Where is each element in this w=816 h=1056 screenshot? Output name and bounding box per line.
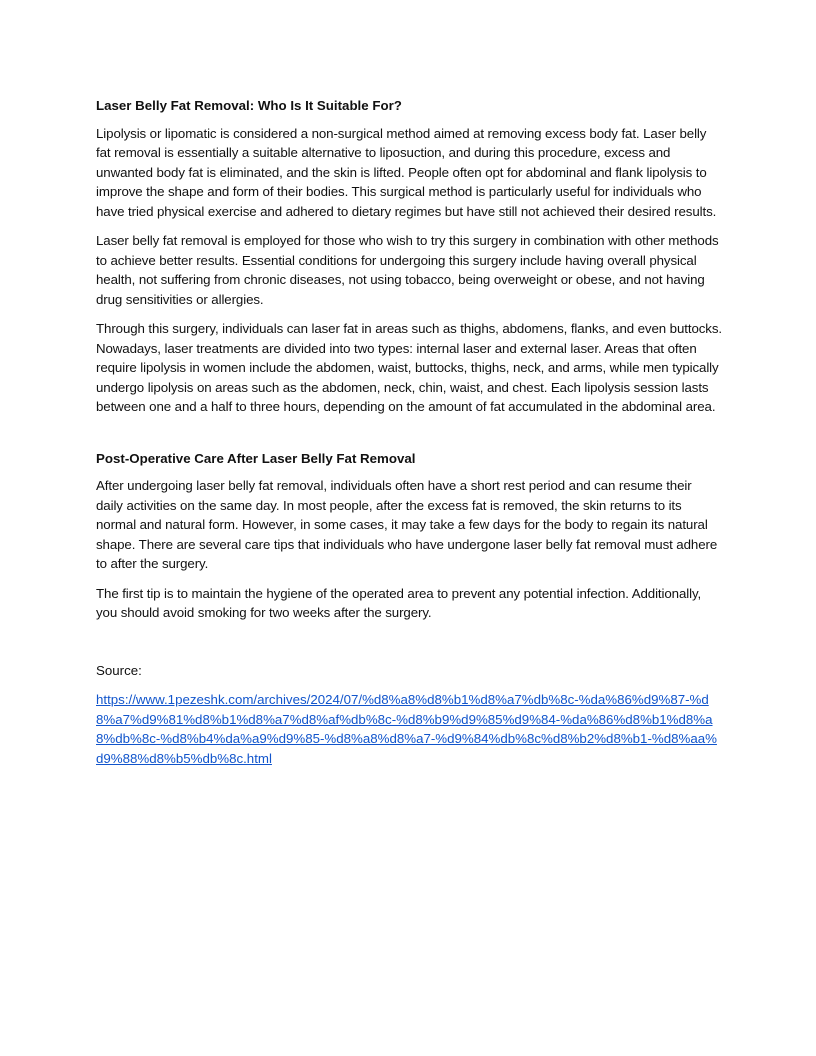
paragraph-care-tips: The first tip is to maintain the hygiene of the operated area to prevent any potential infection. Additionally, you should avoid smoking for two weeks after the surgery. [96,585,702,620]
source-label: Source: [96,662,142,678]
paragraph-treatment-areas: Through this surgery, individuals can laser fat in areas such as thighs, abdomens, flanks, and even buttocks. Nowadays, laser treatments are divided into two types: internal laser and external laser. Areas that often require lipolysis in women include the abdomen, waist, buttocks, thighs, neck, and arms, while men typically undergo lipolysis on areas such as the abdomen, neck, chin, waist, and chest. Each lipolysis session lasts between one and a half to three hours, depending on the amount of fat accumulated in the abdominal area. [96,321,722,414]
paragraph-lipolysis-intro: Lipolysis or lipomatic is considered a non-surgical method aimed at removing excess body fat. Laser belly fat removal is essentially a suitable alternative to liposuction, and during this procedure, excess and unwanted body fat is eliminated, and the skin is lifted. People often opt for abdominal and flank lipolysis to improve the shape and form of their bodies. This surgical method is particularly useful for individuals who have tried physical exercise and adhered to dietary regimes but have still not achieved their desired results. [96,125,717,219]
paragraph-conditions: Laser belly fat removal is employed for those who wish to try this surgery in combination with other methods to achieve better results. Essential conditions for undergoing this surgery include having overall physical health, not suffering from chronic diseases, not using tobacco, being overweight or obese, and not having drug sensitivities or allergies. [96,233,719,307]
section-heading-suitability: Laser Belly Fat Removal: Who Is It Suitable For? [96,98,402,113]
paragraph-recovery: After undergoing laser belly fat removal, individuals often have a short rest period and can resume their daily activities on the same day. In most people, after the excess fat is removed, the skin returns to its normal and natural form. However, in some cases, it may take a few days for the body to regain its natural shape. There are several care tips that individuals who have undergone laser belly fat removal must adhere to after the surgery. [96,478,718,571]
source-link[interactable]: https://www.1pezeshk.com/archives/2024/07/%d8%a8%d8%b1%d8%a7%db%8c-%da%86%d9%87-%d8%a7%d9%81%d8%b1%d8%a7%d8%af%db%8c-%d8%b9%d9%85%d9%84-%da%86%d8%b1%d8%a8%db%8c-%d8%b4%da%a9%d9%85-%d8%a8%d8%a7-%d9%84%db%8c%d8%b2%d8%b1-%d8%aa%d9%88%d8%b5%db%8c.html [96,692,717,766]
section-heading-post-operative-care: Post-Operative Care After Laser Belly Fat Removal [96,450,416,466]
source-spacer [96,633,722,661]
document-page [96,96,722,768]
section-spacer [96,427,722,449]
